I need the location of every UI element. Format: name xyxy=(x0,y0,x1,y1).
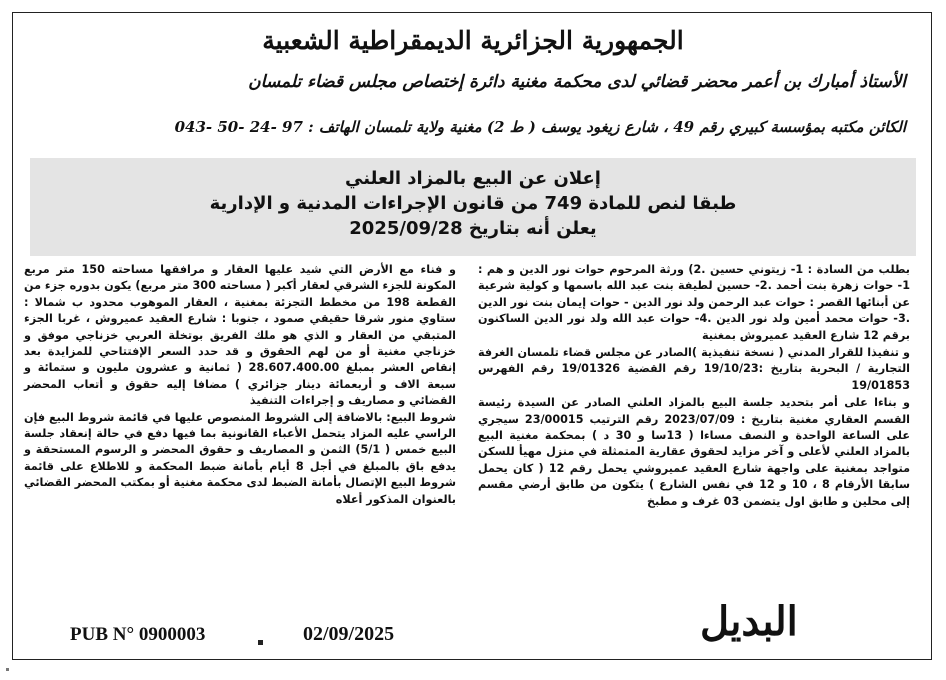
property-paragraph: و فناء مع الأرض التي شيد عليها العقار و مرافقها مساحته 150 متر مربع المكونة للجزء الشرقي لعقار أكبر ( مساحته 300 متر مربع) يكون بدوره جزء من القطعة 198 من مخطط التجزئة بمغنية ، العقار الموهوب محدود ب شمالا : ستاوي منور شرقا حقيقي صمود ، جنوبا : شارع العقيد عميروش ، غربا الجزء المتبقي من العقار و الذي هو ملك الفريق بوتخلة العربي خزناجي موفق و خزناجي مغنية أو من لهم الحقوق و قد حدد السعر الإفتتاحي للمزايدة بعد إنقاص العشر بمبلغ 28.607.400.00 ( ثمانية و عشرون مليون و ستمائة و سبعة الاف و أربعمائة دينار جزائري ) مضافا إليه حقوق و أتعاب المحضر القضائي و مصاريف و إجراءات التنفيذ xyxy=(24,263,456,408)
office-address: الكائن مكتبه بمؤسسة كبيري رقم 49 ، شارع زيغود يوسف ( ط 2) مغنية ولاية تلمسان الهاتف : 97 -24 -50 -043 xyxy=(174,118,906,136)
decision-paragraph: و تنفيذا للقرار المدني ( نسخة تنفيذية )الصادر عن مجلس قضاء تلمسان الغرفة التجارية / البحرية بتاريخ :19/10/23 رقم القضية 19/01326 رقم الفهرس 19/01853 xyxy=(478,346,911,392)
substitute-label: البديل xyxy=(700,598,798,645)
left-column xyxy=(24,262,456,508)
bailiff-line: الأستاذ أمبارك بن أعمر محضر قضائي لدى محكمة مغنية دائرة إختصاص مجلس قضاء تلمسان xyxy=(248,72,906,92)
sale-conditions-paragraph: شروط البيع: بالاضافة إلى الشروط المنصوص عليها في قائمة شروط البيع فإن الراسي عليه المزاد يتحمل الأعباء القانونية بما فيها دفع في حالة إنعقاد جلسة البيع خمس ( 5/1) الثمن و المصاريف و حقوق المحضر و الرسوم المستحقة و يدفع باق بالمبلغ في أجل 8 أيام بأمانة ضبط المحكمة و للاطلاع على قائمة شروط البيع الإتصال بأمانة الضبط لدى محكمة مغنية أو بمكتب المحضر القضائي بالعنوان المذكور أعلاه xyxy=(24,410,457,506)
sale-date: يعلن أنه بتاريخ 2025/09/28 xyxy=(349,218,597,239)
legal-reference: طبقا لنص للمادة 749 من قانون الإجراءات المدنية و الإدارية xyxy=(209,193,737,214)
announcement-title: إعلان عن البيع بالمزاد العلني xyxy=(345,168,601,189)
requester-paragraph: بطلب من السادة : 1- زيتوني حسين .2) ورثة المرحوم حوات نور الدين و هم : 1- حوات زهرة بنت أحمد .2- حسين لطيفة بنت عبد الله باسمها و كولية شرعية عن أبنائها القصر : حوات عبد الرحمن ولد نور الدين - حوات إيمان بنت نور الدين .3- حوات محمد أمين ولد نور الدين .4- حوات عبد الله ولد نور الدين الساكنون برقم 12 شارع العقيد عميروش بمغنية xyxy=(478,263,910,342)
pub-number: PUB N° 0900003 xyxy=(70,624,206,645)
separator-dot xyxy=(258,640,263,645)
publication-date: 02/09/2025 xyxy=(303,623,395,645)
scan-dot xyxy=(6,668,9,671)
order-paragraph: و بناءا على أمر بتحديد جلسة البيع بالمزاد العلني الصادر عن السيدة رئيسة القسم العقاري مغنية بتاريخ : 2023/07/09 رقم الترتيب 23/00015 سيجري على الساعة الواحدة و النصف مساءا ( 13سا و 30 د ) بمحكمة مغنية البيع بالمزاد العلني لأعلى و آخر مزايد لحقوق عقارية المتمثلة في منزل مهيأ للسكن متواجد بمغنية على واجهة شارع العقيد عميروشي يحمل رقم 12 ( كان يحمل سابقا الأرقام 8 ، 10 و 12 في نفس الشارع ) يتكون من طابق أرضي مقسم إلى محلين و طابق اول يتضمن 03 غرف و مطبخ xyxy=(478,396,911,508)
right-column xyxy=(478,262,910,510)
republic-heading: الجمهورية الجزائرية الديمقراطية الشعبية xyxy=(262,26,684,55)
announcement-banner xyxy=(30,158,916,256)
